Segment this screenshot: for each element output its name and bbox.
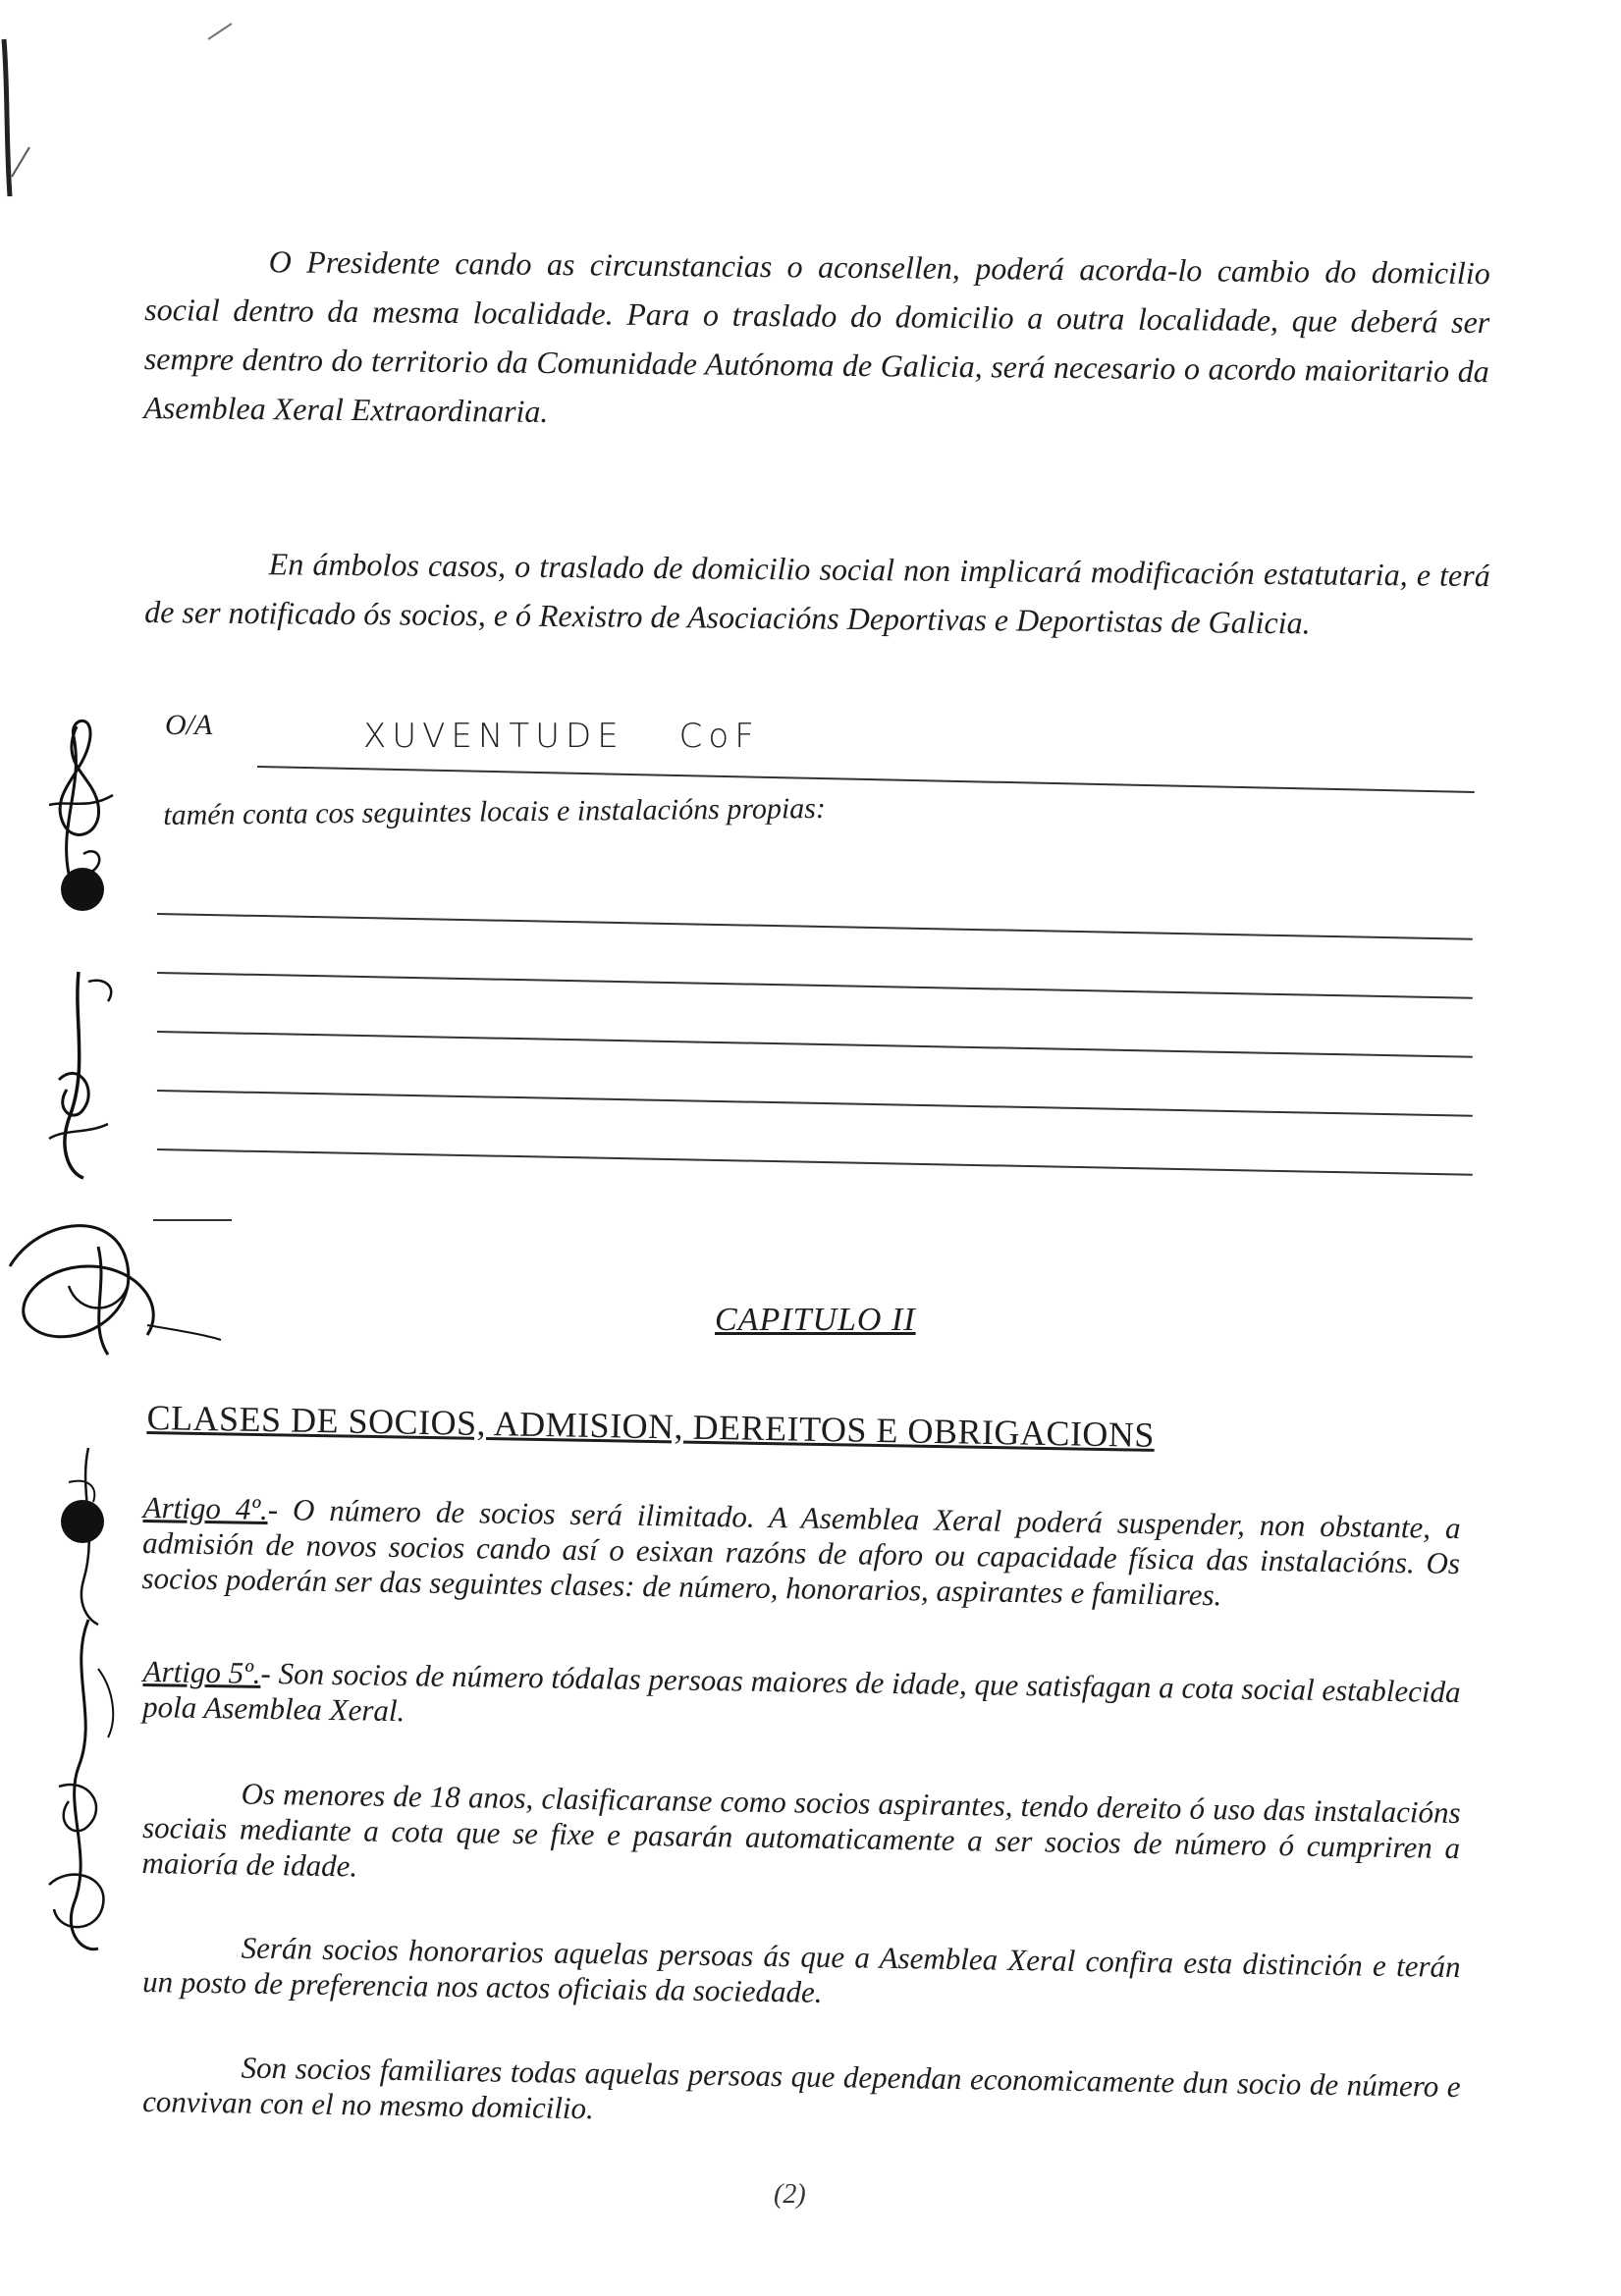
- punch-hole-2: [61, 1500, 104, 1543]
- scan-edge-mark: [0, 29, 39, 216]
- article-4-text: - O número de socios será ilimitado. A Asemblea Xeral poderá suspender, non obstante, a admisión de novos socios cando así o esixan razóns de aforo ou capacidade física das instalacións. Os socios poderán ser das seguintes clases: de número, honorarios, aspirantes e familiares.: [141, 1491, 1461, 1613]
- club-name-handwritten: [363, 717, 815, 756]
- paragraph-family: Son socios familiares todas aquelas persoas que dependan economicamente dun socio de número e convivan con el no mesmo domicilio.: [141, 2050, 1461, 2126]
- article-4: [141, 1490, 1461, 1617]
- section-title: CLASES DE SOCIOS, ADMISION, DEREITOS E OBRIGACIONS: [146, 1397, 1156, 1455]
- facility-blank-line: [157, 972, 1473, 999]
- article-4-heading: Artigo 4º.: [142, 1490, 269, 1526]
- article-5-text: - Son socios de número tódalas persoas maiores de idade, que satisfagan a cota social establecida pola Asemblea Xeral.: [141, 1655, 1461, 1729]
- paragraph-minors: Os menores de 18 anos, clasificaranse como socios aspirantes, tendo dereito ó uso das instalacións sociais mediante a cota que se fixe e pasarán automaticamente a ser socios de número ó cumpriren a maioría de idade.: [141, 1776, 1461, 1884]
- article-5-heading: Artigo 5º.: [142, 1654, 261, 1690]
- signature-1: [29, 707, 128, 883]
- club-label: [165, 709, 212, 742]
- paragraph-honorary: Serán socios honorarios aquelas persoas ás que a Asemblea Xeral confira esta distinción e terán un posto de preferencia nos actos oficiais da sociedade.: [141, 1930, 1461, 2009]
- paragraph-domicile-change: O Presidente cando as circunstancias o aconsellen, poderá acorda-lo cambio do domicilio social dentro da mesma localidade. Para o traslado do domicilio a outra localidade, que deberá ser sempre dentro do territorio da Comunidade Autónoma de Galicia, será necesario o acordo maioritario da Asemblea Xeral Extraordinaria.: [143, 243, 1490, 429]
- facilities-text: tamén conta cos seguintes locais e instalacións propias:: [163, 791, 827, 831]
- club-label-text: O/A: [165, 709, 213, 741]
- facility-blank-line: [157, 913, 1473, 940]
- paragraph-domicile-notification: En ámbolos casos, o traslado de domicilio social non implicará modificación estatutaria, e terá de ser notificado ós socios, e ó Rexistro de Asociacións Deportivas e Deportistas de Galicia.: [144, 546, 1490, 641]
- facility-blank-line: [157, 1031, 1473, 1058]
- signature-2: [29, 962, 128, 1188]
- scan-dash-mark: [206, 20, 236, 43]
- page-number: (2): [774, 2179, 806, 2210]
- facility-blank-line: [157, 1148, 1473, 1176]
- chapter-title: CAPITULO II: [715, 1302, 916, 1338]
- signature-5: [29, 1610, 137, 1963]
- club-name-word2: CoF: [678, 717, 760, 756]
- facility-blank-line: [157, 1090, 1473, 1117]
- club-name-word1: XUVENTUDE: [363, 717, 624, 756]
- signature-3: [0, 1207, 226, 1374]
- punch-hole-1: [61, 868, 104, 911]
- article-5: [142, 1654, 1461, 1745]
